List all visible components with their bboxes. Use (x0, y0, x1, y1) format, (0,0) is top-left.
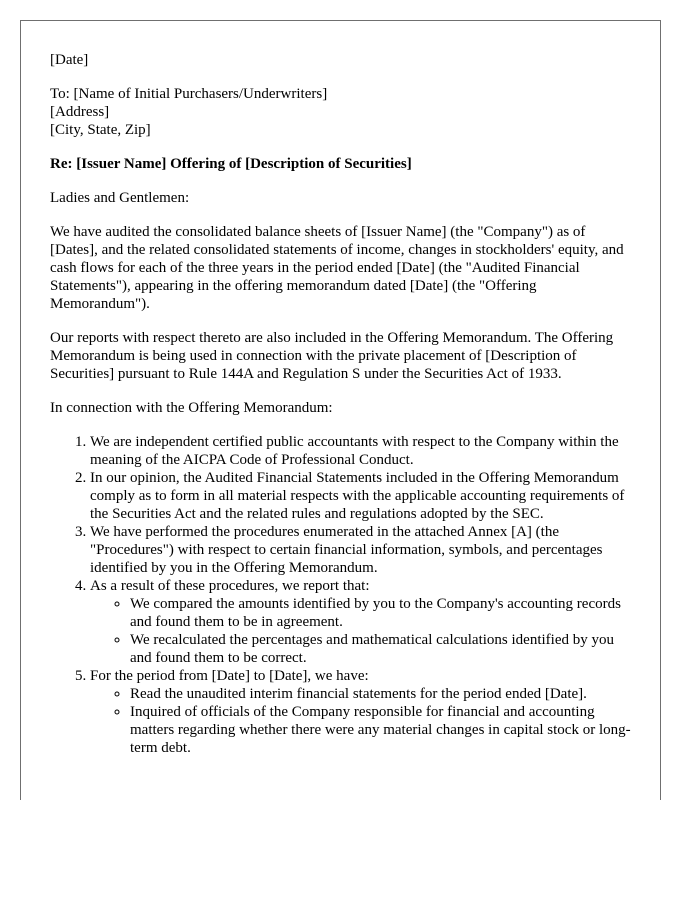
list-item (90, 469, 635, 523)
sub-list-item: ◦ We compared the amounts identified by you to the Company's accounting records and found them to be in agreement. (130, 595, 635, 631)
paragraph-intro-list: In connection with the Offering Memorandum: (50, 400, 333, 416)
list-item (90, 523, 635, 577)
list-item (90, 577, 635, 667)
subject-line: Re: [Issuer Name] Offering of [Description of Securities] (50, 156, 412, 172)
sub-list (90, 685, 635, 757)
letter-content (50, 51, 635, 757)
paragraph-reports: Our reports with respect thereto are also included in the Offering Memorandum. The Offering Memorandum is being used in connection with the private placement of [Description of Securities] pursuant to Rule 144A and Regulation S under the Securities Act of 1933. (50, 330, 614, 382)
recipient-address: [Address] (50, 104, 110, 120)
recipient-name: To: [Name of Initial Purchasers/Underwriters] (50, 86, 328, 102)
list-item (90, 667, 635, 757)
list-item-text: For the period from [Date] to [Date], we have: (90, 668, 369, 684)
recipient-city-state-zip: [City, State, Zip] (50, 122, 151, 138)
sub-list (90, 595, 635, 667)
numbered-list (50, 433, 635, 757)
sub-list-item: ◦ Inquired of officials of the Company responsible for financial and accounting matters regarding whether there were any material changes in capital stock or long-term debt. (130, 703, 635, 757)
salutation: Ladies and Gentlemen: (50, 190, 190, 206)
letter-date: [Date] (50, 52, 89, 68)
list-item-text: We have performed the procedures enumerated in the attached Annex [A] (the "Procedures") with respect to certain financial information, symbols, and percentages identified by you in the Offering Memorandum. (90, 524, 603, 576)
list-item-text: In our opinion, the Audited Financial Statements included in the Offering Memorandum comply as to form in all material respects with the applicable accounting requirements of the Securities Act and the related rules and regulations adopted by the SEC. (90, 470, 625, 522)
paragraph-audit: We have audited the consolidated balance sheets of [Issuer Name] (the "Company") as of [Dates], and the related consolidated statements of income, changes in stockholders' equity, and cash flows for each of the three years in the period ended [Date] (the "Audited Financial Statements"), appearing in the offering memorandum dated [Date] (the "Offering Memorandum"). (50, 224, 624, 312)
list-item (90, 433, 635, 469)
list-item-text: As a result of these procedures, we report that: (90, 578, 370, 594)
list-item-text: We are independent certified public accountants with respect to the Company within the meaning of the AICPA Code of Professional Conduct. (90, 434, 619, 468)
recipient-block (50, 85, 635, 139)
letter-page (20, 20, 661, 800)
sub-list-item: ◦ Read the unaudited interim financial statements for the period ended [Date]. (130, 685, 635, 703)
sub-list-item: ◦ We recalculated the percentages and mathematical calculations identified by you and found them to be correct. (130, 631, 635, 667)
